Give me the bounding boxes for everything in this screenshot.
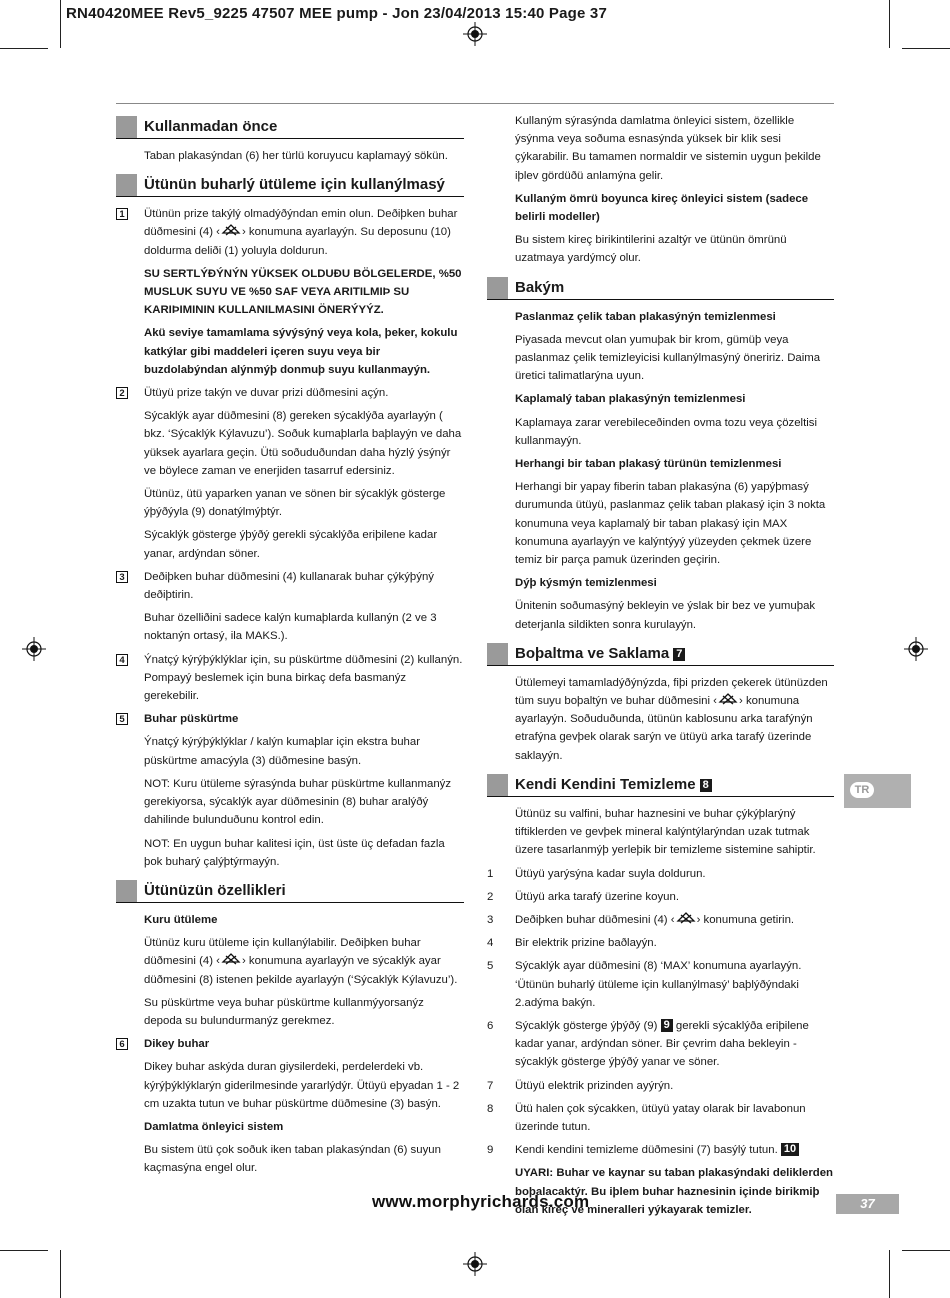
- section-title: Bakým: [515, 278, 565, 296]
- page-number: 37: [836, 1194, 899, 1214]
- steam-off-icon: [717, 692, 739, 706]
- list-item: 9 Kendi kendini temizleme düðmesini (7) basýlý tutun. 10: [487, 1141, 834, 1159]
- steam-off-icon: [220, 952, 242, 966]
- footer-url: www.morphyrichards.com: [372, 1192, 590, 1211]
- paragraph: Ütünüz, ütü yaparken yanan ve sönen bir sýcaklýk gösterge ýþýðýyla (9) donatýlmýþtýr.: [144, 488, 446, 519]
- section-header: [116, 174, 464, 197]
- paragraph: NOT: Kuru ütüleme sýrasýnda buhar püskürtme kullanmanýz gerekiyorsa, sýcaklýk ayar düðmesinin (8) buhar aralýðý dahilinde bulunduðunu kontrol edin.: [144, 777, 452, 827]
- step-number: 1: [116, 208, 128, 220]
- subheading: Herhangi bir taban plakasý türünün temizlenmesi: [515, 458, 782, 471]
- paragraph: NOT: En uygun buhar kalitesi için, üst üste üç defadan fazla þok buharý çalýþtýrmayýn.: [144, 837, 445, 868]
- section-header: [116, 116, 464, 139]
- registration-mark-icon: [904, 637, 928, 661]
- subheading: Dýþ kýsmýn temizlenmesi: [515, 577, 657, 590]
- section-title: Kendi Kendini Temizleme 8: [508, 774, 712, 796]
- subheading: Kuru ütüleme: [144, 913, 218, 926]
- warning-text: SU SERTLÝÐÝNÝN YÜKSEK OLDUÐU BÖLGELERDE, %50 MUSLUK SUYU VE %50 SAF VEYA ARITILMIÞ SU KARIÞIMININ KULLANILMASINI ÖNERÝYÝZ.: [144, 267, 462, 317]
- paragraph: Kullaným sýrasýnda damlatma önleyici sistem, özellikle ýsýnma veya soðuma esnasýnda yüksek bir klik sesi çýkarabilir. Bu tamamen normaldir ve sistemin uygun þekilde iþlev gördüðü anlamýna gelir.: [515, 115, 821, 182]
- steam-off-icon: [220, 223, 242, 237]
- subheading: Kaplamalý taban plakasýnýn temizlenmesi: [515, 393, 746, 406]
- figure-badge: 8: [700, 779, 712, 792]
- crop-mark: [902, 48, 950, 49]
- paragraph: Herhangi bir yapay fiberin taban plakasýna (6) yapýþmasý durumunda ütüyü, paslanmaz çelik taban plakasý için 3 nokta konumuna veya kaplamalý bir taban plakasý için MAX konumuna ayarlayýn ve kalýntýyý yüzeyden çekmek üzere temiz bir parça pamuk üzerinden geçirin.: [515, 481, 826, 567]
- crop-mark: [889, 0, 890, 48]
- language-tab: TR: [844, 774, 911, 808]
- print-slug: RN40420MEE Rev5_9225 47507 MEE pump - Jon 23/04/2013 15:40 Page 37: [66, 5, 608, 22]
- paragraph: Bu sistem kireç birikintilerini azaltýr ve ütünün ömrünü uzatmaya yardýmcý olur.: [515, 234, 787, 265]
- crop-mark: [902, 1250, 950, 1251]
- list-item: 6 Sýcaklýk gösterge ýþýðý (9) 9 gerekli sýcaklýða eriþilene kadar yanar, ardýndan söner. Bir çevrim daha bekleyin - sýcaklýk gösterge ýþýðý yanar ve söner.: [487, 1018, 809, 1069]
- step-4: 4 Ýnatçý kýrýþýklýklar için, su püskürtme düðmesini (2) kullanýn. Pompayý beslemek için buna birkaç defa basmanýz gerekebilir.: [116, 651, 464, 706]
- registration-mark-icon: [22, 637, 46, 661]
- paragraph: Kaplamaya zarar verebileceðinden ovma tozu veya çözeltisi kullanmayýn.: [515, 416, 818, 447]
- registration-mark-icon: [463, 22, 487, 46]
- warning-text: UYARI: Buhar ve kaynar su taban plakasýndaki deliklerden boþalacaktýr. Bu iþlem buhar haznesinin içinde birikmiþ olan kireç ve mineralleri yýkayarak temizler.: [515, 1167, 834, 1216]
- paragraph: Ütünüz kuru ütüleme için kullanýlabilir. Deðiþken buhar düðmesini (4) ‹ › konumuna ayarlayýn ve sýcaklýk ayar düðmesini (8) istenen þekilde ayarlayýn (‘Sýcaklýk Kýlavuzu’).: [144, 937, 458, 986]
- section-title: Ütünüzün özellikleri: [144, 881, 286, 899]
- step-number: 2: [116, 387, 128, 399]
- paragraph: Ütünüz su valfini, buhar haznesini ve buhar çýkýþlarýný tiftiklerden ve gevþek mineral kalýntýlarýndan uzak tutmak üzere tasarlanmýþ yerleþik bir temizleme sistemine sahiptir.: [515, 807, 816, 857]
- registration-mark-icon: [463, 1252, 487, 1276]
- right-column: [487, 112, 834, 1224]
- paragraph: Taban plakasýndan (6) her türlü koruyucu kaplamayý sökün.: [144, 150, 448, 162]
- step-number: 4: [116, 654, 128, 666]
- list-item: 7 Ütüyü elektrik prizinden ayýrýn.: [487, 1079, 674, 1092]
- top-rule: [116, 103, 834, 104]
- figure-badge: 10: [781, 1143, 799, 1156]
- step-1: 1 Ütünün prize takýlý olmadýðýndan emin olun. Deðiþken buhar düðmesini (4) ‹ › konumuna ayarlayýn. Su deposunu (10) doldurma deliði (1) yoluyla doldurun.: [116, 205, 464, 260]
- steam-off-icon: [675, 911, 697, 925]
- step-number: 5: [116, 713, 128, 725]
- paragraph: Ünitenin soðumasýný bekleyin ve ýslak bir bez ve yumuþak deterjanla sildikten sonra kurulayýn.: [515, 600, 816, 631]
- left-column: [116, 112, 464, 1183]
- crop-mark: [0, 48, 48, 49]
- paragraph: Su püskürtme veya buhar püskürtme kullanmýyorsanýz depoda su bulundurmanýz gerekmez.: [144, 996, 424, 1027]
- paragraph: Ütülemeyi tamamladýðýnýzda, fiþi prizden çekerek ütünüzden tüm suyu boþaltýn ve buhar düðmesini ‹ › konumuna ayarlayýn. Soðuduðunda, ütünün kablosunu arka tarafýnýn etrafýna gevþek olarak sarýn ve ütüyü arka tarafý üzerinde saklayýn.: [515, 676, 828, 762]
- paragraph: Ýnatçý kýrýþýklýklar / kalýn kumaþlar için ekstra buhar püskürtme amacýyla (3) düðmesine basýn.: [144, 736, 421, 767]
- section-title: Boþaltma ve Saklama 7: [508, 643, 685, 665]
- warning-text: Akü seviye tamamlama sývýsýný veya kola, þeker, kokulu katkýlar gibi maddeleri içeren suyu veya bir buzdolabýndan alýnmýþ donmuþ suyu kullanmayýn.: [144, 327, 458, 376]
- list-item: 5 Sýcaklýk ayar düðmesini (8) ‘MAX’ konumuna ayarlayýn. ‘Ütünün buharlý ütüleme için kullanýlmasý’ baþlýðýndaki 2.adýma bakýn.: [487, 960, 802, 1009]
- figure-badge: 9: [661, 1019, 673, 1032]
- subheading: Paslanmaz çelik taban plakasýnýn temizlenmesi: [515, 310, 776, 323]
- section-title: Kullanmadan önce: [144, 118, 278, 135]
- section-title: Ütünün buharlý ütüleme için kullanýlmasý: [144, 176, 445, 194]
- step-number: 3: [116, 571, 128, 583]
- step-5: 5 Buhar püskürtme: [116, 710, 464, 728]
- step-number: 6: [116, 1038, 128, 1050]
- section-header: [487, 643, 834, 666]
- list-item: 1 Ütüyü yarýsýna kadar suyla doldurun.: [487, 867, 706, 880]
- list-item: 4 Bir elektrik prizine baðlayýn.: [487, 937, 657, 950]
- subheading: Damlatma önleyici sistem: [144, 1120, 284, 1133]
- subheading: Kullaným ömrü boyunca kireç önleyici sistem (sadece belirli modeller): [515, 192, 809, 224]
- paragraph: Bu sistem ütü çok soðuk iken taban plakasýndan (6) suyun kaçmasýna engel olur.: [144, 1144, 441, 1175]
- list-item: 8 Ütü halen çok sýcakken, ütüyü yatay olarak bir lavabonun üzerinde tutun.: [487, 1102, 806, 1133]
- crop-mark: [889, 1250, 890, 1298]
- step-3: 3 Deðiþken buhar düðmesini (4) kullanarak buhar çýkýþýný deðiþtirin.: [116, 568, 464, 604]
- section-header: [487, 774, 834, 797]
- section-header: [116, 880, 464, 903]
- paragraph: Piyasada mevcut olan yumuþak bir krom, gümüþ veya paslanmaz çelik temizleyicisi kullanýlmasýný öneririz. Daima üretici talimatlarýna uyun.: [515, 333, 821, 383]
- crop-mark: [60, 1250, 61, 1298]
- paragraph: Sýcaklýk gösterge ýþýðý gerekli sýcaklýða eriþilene kadar yanar, ardýndan söner.: [144, 529, 438, 560]
- section-header: [487, 277, 834, 300]
- list-item: 2 Ütüyü arka tarafý üzerine koyun.: [487, 890, 679, 903]
- step-2: 2 Ütüyü prize takýn ve duvar prizi düðmesini açýn.: [116, 384, 464, 402]
- paragraph: Dikey buhar askýda duran giysilerdeki, perdelerdeki vb. kýrýþýklýklarýn giderilmesinde yararlýdýr. Ütüyü eþyadan 1 - 2 cm uzakta tutun ve buhar püskürtme düðmesine (3) basýn.: [144, 1061, 460, 1110]
- crop-mark: [0, 1250, 48, 1251]
- paragraph: Sýcaklýk ayar düðmesini (8) gereken sýcaklýða ayarlayýn ( bkz. ‘Sýcaklýk Kýlavuzu’). Soðuk kumaþlarla baþlayýn ve daha yüksek ayarlara geçin. Ütü soðuduðundan daha hýzlý ýsýnýr ve böylece zaman ve enerjiden tasarruf edersiniz.: [144, 410, 462, 477]
- list-item: 3 Deðiþken buhar düðmesini (4) ‹ › konumuna getirin.: [487, 911, 834, 929]
- figure-badge: 7: [673, 648, 685, 661]
- step-6: 6 Dikey buhar: [116, 1035, 464, 1053]
- paragraph: Buhar özelliðini sadece kalýn kumaþlarda kullanýn (2 ve 3 noktanýn ortasý, ila MAKS.).: [144, 612, 437, 643]
- crop-mark: [60, 0, 61, 48]
